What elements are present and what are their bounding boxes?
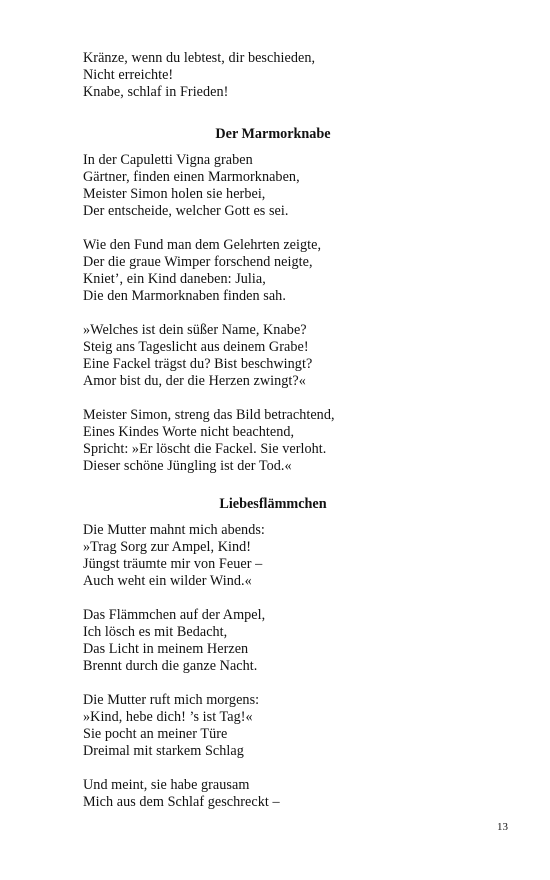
- verse-line: Dieser schöne Jüngling ist der Tod.«: [83, 458, 292, 474]
- poem-title-marmorknabe: Der Marmorknabe: [215, 126, 331, 142]
- stanza: [83, 522, 463, 590]
- verse-line: Die Mutter mahnt mich abends:: [83, 522, 265, 538]
- verse-line: Der die graue Wimper forschend neigte,: [83, 254, 313, 270]
- verse-line: In der Capuletti Vigna graben: [83, 152, 253, 168]
- poem-liebesflaemmchen: [83, 522, 463, 811]
- verse-line: Ich lösch es mit Bedacht,: [83, 624, 228, 640]
- verse-line: Meister Simon, streng das Bild betrachtend,: [83, 407, 335, 423]
- stanza: [83, 777, 463, 811]
- verse-line: Die Mutter ruft mich morgens:: [83, 692, 260, 708]
- verse-line: Steig ans Tageslicht aus deinem Grabe!: [83, 339, 309, 355]
- verse-line: Wie den Fund man dem Gelehrten zeigte,: [83, 237, 322, 253]
- stanza: [83, 692, 463, 760]
- verse-line: »Kind, hebe dich! ’s ist Tag!«: [83, 709, 253, 725]
- verse-line: Das Flämmchen auf der Ampel,: [83, 607, 266, 623]
- verse-line: Auch weht ein wilder Wind.«: [83, 573, 252, 589]
- stanza: [83, 50, 463, 101]
- verse-line: Jüngst träumte mir von Feuer –: [83, 556, 263, 572]
- verse-line: Kränze, wenn du lebtest, dir beschieden,: [83, 50, 316, 66]
- verse-line: Knabe, schlaf in Frieden!: [83, 84, 229, 100]
- verse-line: Sie pocht an meiner Türe: [83, 726, 228, 742]
- intro-stanza: [83, 50, 463, 101]
- verse-line: Mich aus dem Schlaf geschreckt –: [83, 794, 280, 810]
- verse-line: »Trag Sorg zur Ampel, Kind!: [83, 539, 252, 555]
- verse-line: Eine Fackel trägst du? Bist beschwingt?: [83, 356, 313, 372]
- verse-line: Brennt durch die ganze Nacht.: [83, 658, 258, 674]
- verse-line: Und meint, sie habe grausam: [83, 777, 250, 793]
- stanza: [83, 152, 463, 220]
- stanza: [83, 322, 463, 390]
- stanza: [83, 407, 463, 475]
- verse-line: Eines Kindes Worte nicht beachtend,: [83, 424, 295, 440]
- poem-marmorknabe: [83, 152, 463, 475]
- verse-line: Die den Marmorknaben finden sah.: [83, 288, 286, 304]
- verse-line: Der entscheide, welcher Gott es sei.: [83, 203, 289, 219]
- verse-line: Kniet’, ein Kind daneben: Julia,: [83, 271, 266, 287]
- stanza: [83, 237, 463, 305]
- verse-line: »Welches ist dein süßer Name, Knabe?: [83, 322, 307, 338]
- verse-line: Das Licht in meinem Herzen: [83, 641, 249, 657]
- verse-line: Amor bist du, der die Herzen zwingt?«: [83, 373, 306, 389]
- verse-line: Dreimal mit starkem Schlag: [83, 743, 244, 759]
- stanza: [83, 607, 463, 675]
- poem-title-liebesflaemmchen: Liebesflämmchen: [219, 496, 327, 512]
- verse-line: Meister Simon holen sie herbei,: [83, 186, 266, 202]
- page-number: 13: [497, 821, 508, 833]
- verse-line: Nicht erreichte!: [83, 67, 174, 83]
- verse-line: Gärtner, finden einen Marmorknaben,: [83, 169, 300, 185]
- verse-line: Spricht: »Er löscht die Fackel. Sie verloht.: [83, 441, 327, 457]
